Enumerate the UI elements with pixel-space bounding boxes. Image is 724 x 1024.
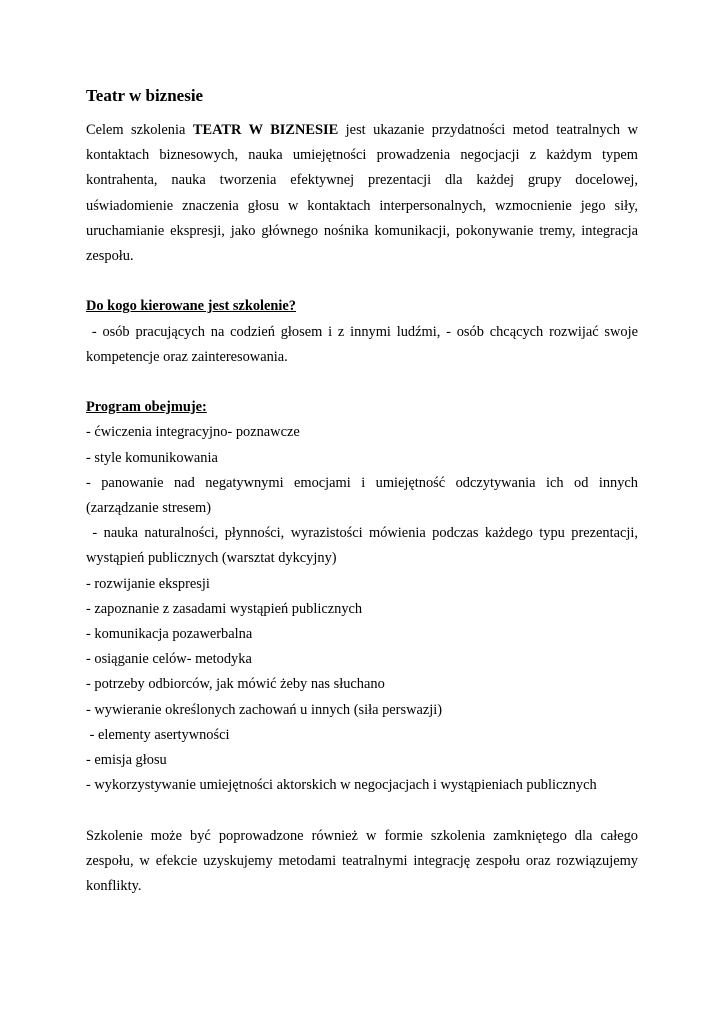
program-item: - elementy asertywności [86, 726, 230, 743]
document-page [86, 84, 642, 899]
audience-heading: Do kogo kierowane jest szkolenie? [86, 298, 296, 315]
program-list [86, 420, 642, 798]
program-item: - potrzeby odbiorców, jak mówić żeby nas słuchano [86, 676, 385, 693]
document-title: Teatr w biznesie [86, 86, 204, 105]
intro-text-after: jest ukazanie przydatności metod teatralnych w kontaktach biznesowych, nauka umiejętności prowadzenia negocjacji z każdym typem kontrahenta, nauka tworzenia efektywnej prezentacji dla każdej grupy docelowej, uświadomienie znaczenia głosu w kontaktach interpersonalnych, wzmocnienie jego siły, uruchamianie ekspresji, jako głównego nośnika komunikacji, pokonywanie tremy, integracja zespołu. [86, 122, 638, 265]
program-item: - panowanie nad negatywnymi emocjami i umiejętność odczytywania ich od innych (zarządzanie stresem) [86, 474, 638, 517]
program-item: - emisja głosu [86, 752, 167, 769]
program-item: - komunikacja pozawerbalna [86, 626, 253, 643]
program-item: - wykorzystywanie umiejętności aktorskich w negocjacjach i wystąpieniach publicznych [86, 777, 597, 794]
program-item: - zapoznanie z zasadami wystąpień publicznych [86, 600, 363, 617]
program-heading: Program obejmuje: [86, 399, 207, 416]
closing-paragraph: Szkolenie może być poprowadzone również w formie szkolenia zamkniętego dla całego zespołu, w efekcie uzyskujemy metodami teatralnymi integrację zespołu oraz rozwiązujemy konflikty. [86, 827, 638, 895]
spacer [86, 798, 638, 823]
program-item: - rozwijanie ekspresji [86, 575, 210, 592]
program-item: - ćwiczenia integracyjno- poznawcze [86, 424, 300, 441]
audience-paragraph: - osób pracujących na codzień głosem i z innymi ludźmi, - osób chcących rozwijać swoje kompetencje oraz zainteresowania. [86, 323, 642, 365]
spacer [86, 370, 638, 395]
program-item: - style komunikowania [86, 449, 218, 466]
spacer [86, 269, 638, 294]
program-item: - osiąganie celów- metodyka [86, 651, 252, 668]
program-item: - nauka naturalności, płynności, wyrazistości mówienia podczas każdego typu prezentacji, wystąpień publicznych (warsztat dykcyjny) [86, 525, 642, 567]
intro-text-before: Celem szkolenia [86, 122, 193, 138]
intro-text-bold: TEATR W BIZNESIE [192, 122, 339, 138]
program-item: - wywieranie określonych zachowań u innych (siła perswazji) [86, 701, 443, 718]
intro-paragraph [86, 118, 638, 269]
